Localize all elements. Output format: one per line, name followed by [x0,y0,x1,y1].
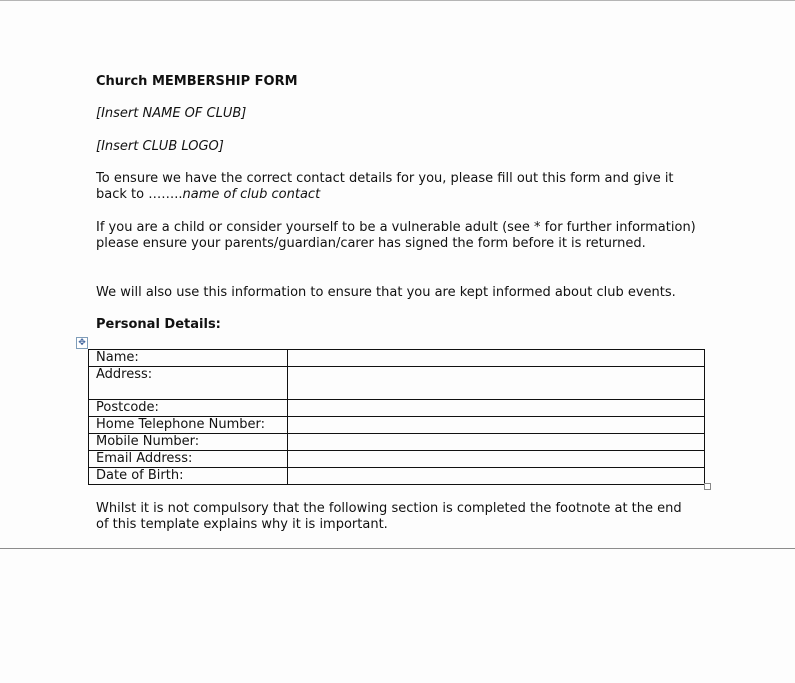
field-label: Home Telephone Number: [89,417,288,434]
table-row [89,451,705,468]
field-label: Date of Birth: [89,468,288,485]
intro-line-2-prefix: back to …….. [96,187,183,202]
table-row [89,434,705,451]
address-field[interactable] [288,367,705,400]
form-title: Church MEMBERSHIP FORM [96,74,298,89]
home-telephone-field[interactable] [288,417,705,434]
footnote-paragraph: Whilst it is not compulsory that the following section is completed the footnote at the end of this template explains why it is important. [96,501,682,532]
table-row [89,350,705,367]
field-label: Postcode: [89,400,288,417]
personal-details-heading: Personal Details: [96,317,221,332]
page-break-line [0,548,795,549]
club-logo-placeholder: [Insert CLUB LOGO] [96,139,224,154]
vulnerable-adult-paragraph: If you are a child or consider yourself to be a vulnerable adult (see * for further information) please ensure your parents/guardian/carer has signed the form before it is returned. [96,220,696,251]
intro-line-1: To ensure we have the correct contact details for you, please fill out this form and give it [96,171,674,186]
club-contact-placeholder: name of club contact [182,187,321,202]
field-label: Name: [89,350,288,367]
intro-paragraph [96,171,706,203]
name-field[interactable] [288,350,705,367]
move-cross-icon[interactable]: ✥ [76,337,88,349]
table-row [89,400,705,417]
postcode-field[interactable] [288,400,705,417]
page-top-border [0,0,795,1]
field-label: Email Address: [89,451,288,468]
field-label: Mobile Number: [89,434,288,451]
mobile-number-field[interactable] [288,434,705,451]
table-row [89,468,705,485]
personal-details-table [88,349,705,485]
information-use-paragraph: We will also use this information to ensure that you are kept informed about club events. [96,285,676,300]
table-resize-handle[interactable] [704,483,711,490]
club-name-placeholder: [Insert NAME OF CLUB] [96,106,247,121]
date-of-birth-field[interactable] [288,468,705,485]
table-row [89,367,705,400]
email-address-field[interactable] [288,451,705,468]
table-row [89,417,705,434]
field-label: Address: [89,367,288,400]
